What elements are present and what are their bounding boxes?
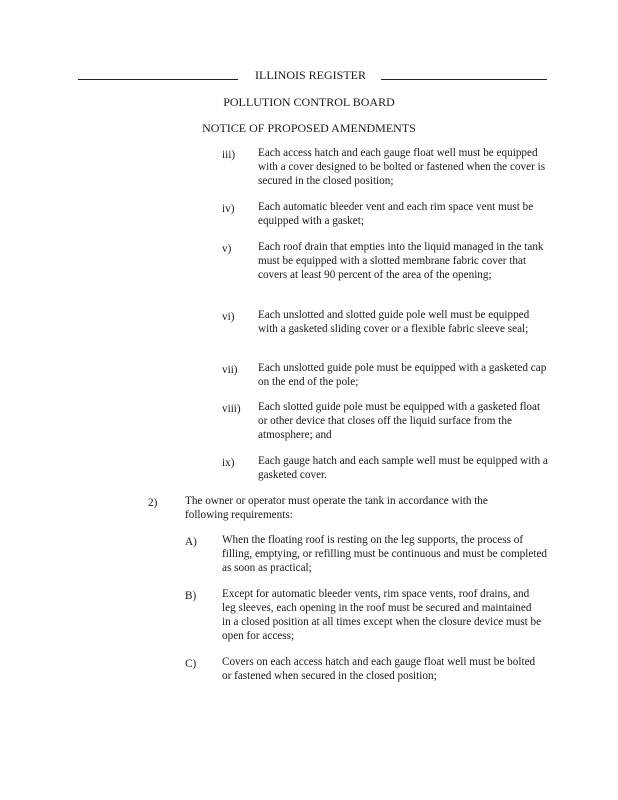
- item-ix-text: Each gauge hatch and each sample well must be equipped with a gasketed cover.: [258, 455, 548, 481]
- section-2-text: The owner or operator must operate the tank in accordance with the following requirements:: [185, 495, 488, 521]
- agency-title: POLLUTION CONTROL BOARD: [223, 95, 395, 109]
- notice-title: NOTICE OF PROPOSED AMENDMENTS: [202, 121, 416, 135]
- item-c-text: Covers on each access hatch and each gauge float well must be bolted or fastened when secured in the closed position;: [222, 656, 536, 682]
- item-iii-number: iii): [222, 149, 236, 161]
- item-ix-number: ix): [222, 457, 235, 469]
- item-c-number: C): [185, 658, 197, 670]
- register-title: ILLINOIS REGISTER: [255, 68, 366, 82]
- header-rule-right: [381, 79, 547, 80]
- item-b-number: B): [185, 590, 197, 602]
- item-a-number: A): [185, 536, 197, 548]
- item-v-text: Each roof drain that empties into the liquid managed in the tank must be equipped with a slotted membrane fabric cover that covers at least 90 percent of the area of the opening;: [258, 241, 544, 281]
- item-vii-text: Each unslotted guide pole must be equipped with a gasketed cap on the end of the pole;: [258, 362, 547, 388]
- section-2-number: 2): [148, 497, 158, 509]
- item-vii-number: vii): [222, 364, 238, 376]
- item-b-text: Except for automatic bleeder vents, rim space vents, roof drains, and leg sleeves, each opening in the roof must be secured and maintained in a closed position at all times except when the closure device must be open for access;: [222, 588, 542, 642]
- item-viii-text: Each slotted guide pole must be equipped with a gasketed float or other device that closes off the liquid surface from the atmosphere; and: [258, 401, 541, 441]
- item-iii-text: Each access hatch and each gauge float well must be equipped with a cover designed to be bolted or fastened when the cover is secured in the closed position;: [258, 147, 546, 187]
- item-a-text: When the floating roof is resting on the leg supports, the process of filling, emptying, or refilling must be continuous and must be completed as soon as practical;: [222, 534, 548, 574]
- item-viii-number: viii): [222, 403, 241, 415]
- item-v-number: v): [222, 243, 232, 255]
- item-iv-text: Each automatic bleeder vent and each rim space vent must be equipped with a gasket;: [258, 201, 534, 227]
- item-vi-number: vi): [222, 311, 235, 323]
- header-rule-left: [78, 79, 238, 80]
- item-iv-number: iv): [222, 203, 235, 215]
- item-vi-text: Each unslotted and slotted guide pole well must be equipped with a gasketed sliding cover or a flexible fabric sleeve seal;: [258, 309, 530, 335]
